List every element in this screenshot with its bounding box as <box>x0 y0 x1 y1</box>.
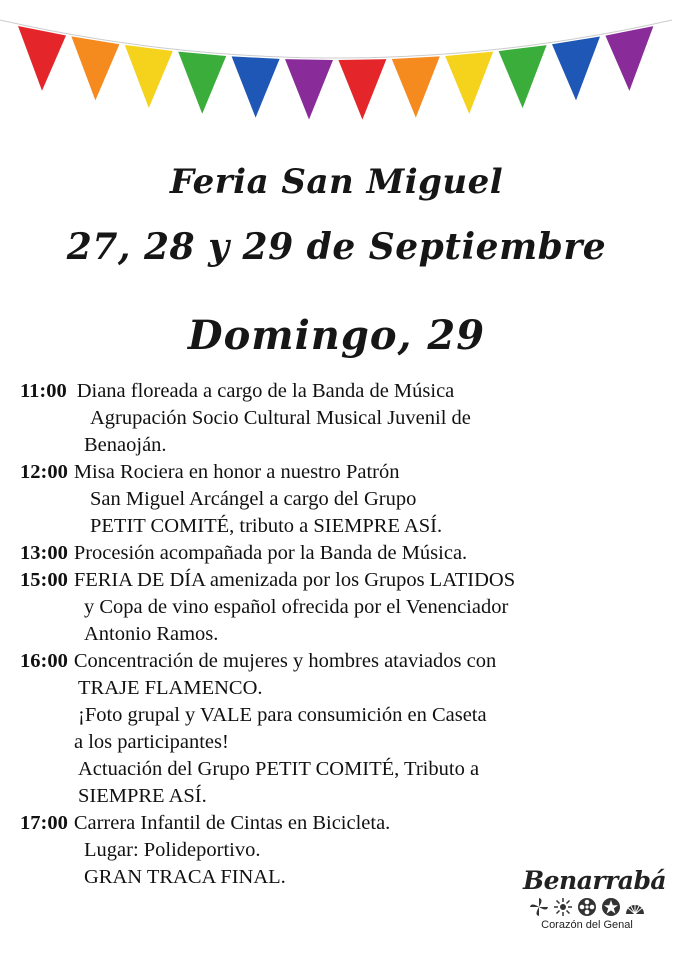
schedule-line <box>20 621 660 648</box>
bunting-flag <box>18 26 66 91</box>
pinwheel-icon <box>529 897 549 917</box>
schedule-text: Diana floreada a cargo de la Banda de Música <box>76 380 455 402</box>
schedule-text: GRAN TRACA FINAL. <box>84 866 286 888</box>
schedule-text: Lugar: Polideportivo. <box>84 839 261 861</box>
schedule-text: FERIA DE DÍA amenizada por los Grupos LATIDOS <box>73 569 516 591</box>
schedule-list <box>20 378 660 891</box>
bunting-flag <box>445 52 493 114</box>
bunting-flag <box>232 56 280 117</box>
schedule-time: 15:00 <box>20 569 68 591</box>
bunting-flag <box>499 45 547 108</box>
bunting-flag <box>178 52 226 114</box>
event-title: Feria San Miguel <box>169 162 504 202</box>
schedule-text: a los participantes! <box>74 731 229 753</box>
schedule-line <box>20 648 660 675</box>
schedule-text: y Copa de vino español ofrecida por el Venenciador <box>84 596 509 618</box>
schedule-text: ¡Foto grupal y VALE para consumición en Caseta <box>78 704 487 726</box>
schedule-text: PETIT COMITÉ, tributo a SIEMPRE ASÍ. <box>90 515 443 537</box>
bunting-garland <box>0 0 673 160</box>
bunting-flag <box>285 59 333 119</box>
bunting-flag <box>125 45 173 108</box>
bunting-flag <box>552 37 600 101</box>
schedule-line <box>20 702 660 729</box>
schedule-time: 16:00 <box>20 650 68 672</box>
schedule-line <box>20 756 660 783</box>
bunting-flag <box>71 36 119 100</box>
schedule-line <box>20 675 660 702</box>
town-logo <box>523 866 667 931</box>
star-icon <box>601 897 621 917</box>
schedule-line <box>20 405 660 432</box>
flower-icon <box>577 897 597 917</box>
day-heading: Domingo, 29 <box>187 312 486 359</box>
schedule-text: Misa Rociera en honor a nuestro Patrón <box>73 461 400 483</box>
schedule-text: San Miguel Arcángel a cargo del Grupo <box>90 488 417 510</box>
schedule-text: Concentración de mujeres y hombres ataviados con <box>73 650 497 672</box>
schedule-line <box>20 459 660 486</box>
fan-icon <box>625 897 645 917</box>
schedule-time: 12:00 <box>20 461 68 483</box>
schedule-entry <box>20 378 660 459</box>
schedule-text: SIEMPRE ASÍ. <box>78 785 207 807</box>
schedule-line <box>20 783 660 810</box>
schedule-time: 11:00 <box>20 380 67 402</box>
schedule-line <box>20 810 660 837</box>
schedule-line <box>20 729 660 756</box>
schedule-entry <box>20 648 660 810</box>
bunting-flag <box>392 56 440 117</box>
event-dates: 27, 28 y 29 de Septiembre <box>66 226 607 268</box>
schedule-entry <box>20 540 660 567</box>
logo-wordmark: Benarrabá <box>523 866 667 895</box>
schedule-entry <box>20 567 660 648</box>
schedule-line <box>20 432 660 459</box>
schedule-time: 13:00 <box>20 542 68 564</box>
schedule-entry <box>20 459 660 540</box>
schedule-line <box>20 486 660 513</box>
logo-icons <box>523 897 651 917</box>
schedule-text: Antonio Ramos. <box>84 623 219 645</box>
schedule-text: Benaoján. <box>84 434 167 456</box>
schedule-text: Procesión acompañada por la Banda de Música. <box>73 542 468 564</box>
bunting-flag <box>605 26 653 91</box>
schedule-text: TRAJE FLAMENCO. <box>78 677 263 699</box>
schedule-line <box>20 540 660 567</box>
schedule-text: Carrera Infantil de Cintas en Bicicleta. <box>73 812 391 834</box>
schedule-line <box>20 378 660 405</box>
schedule-line <box>20 837 660 864</box>
schedule-line <box>20 567 660 594</box>
schedule-line <box>20 513 660 540</box>
sun-icon <box>553 897 573 917</box>
schedule-line <box>20 594 660 621</box>
schedule-text: Agrupación Socio Cultural Musical Juvenil de <box>90 407 471 429</box>
logo-tagline: Corazón del Genal <box>541 919 633 931</box>
bunting-flag <box>338 59 386 119</box>
schedule-time: 17:00 <box>20 812 68 834</box>
schedule-text: Actuación del Grupo PETIT COMITÉ, Tributo a <box>78 758 480 780</box>
